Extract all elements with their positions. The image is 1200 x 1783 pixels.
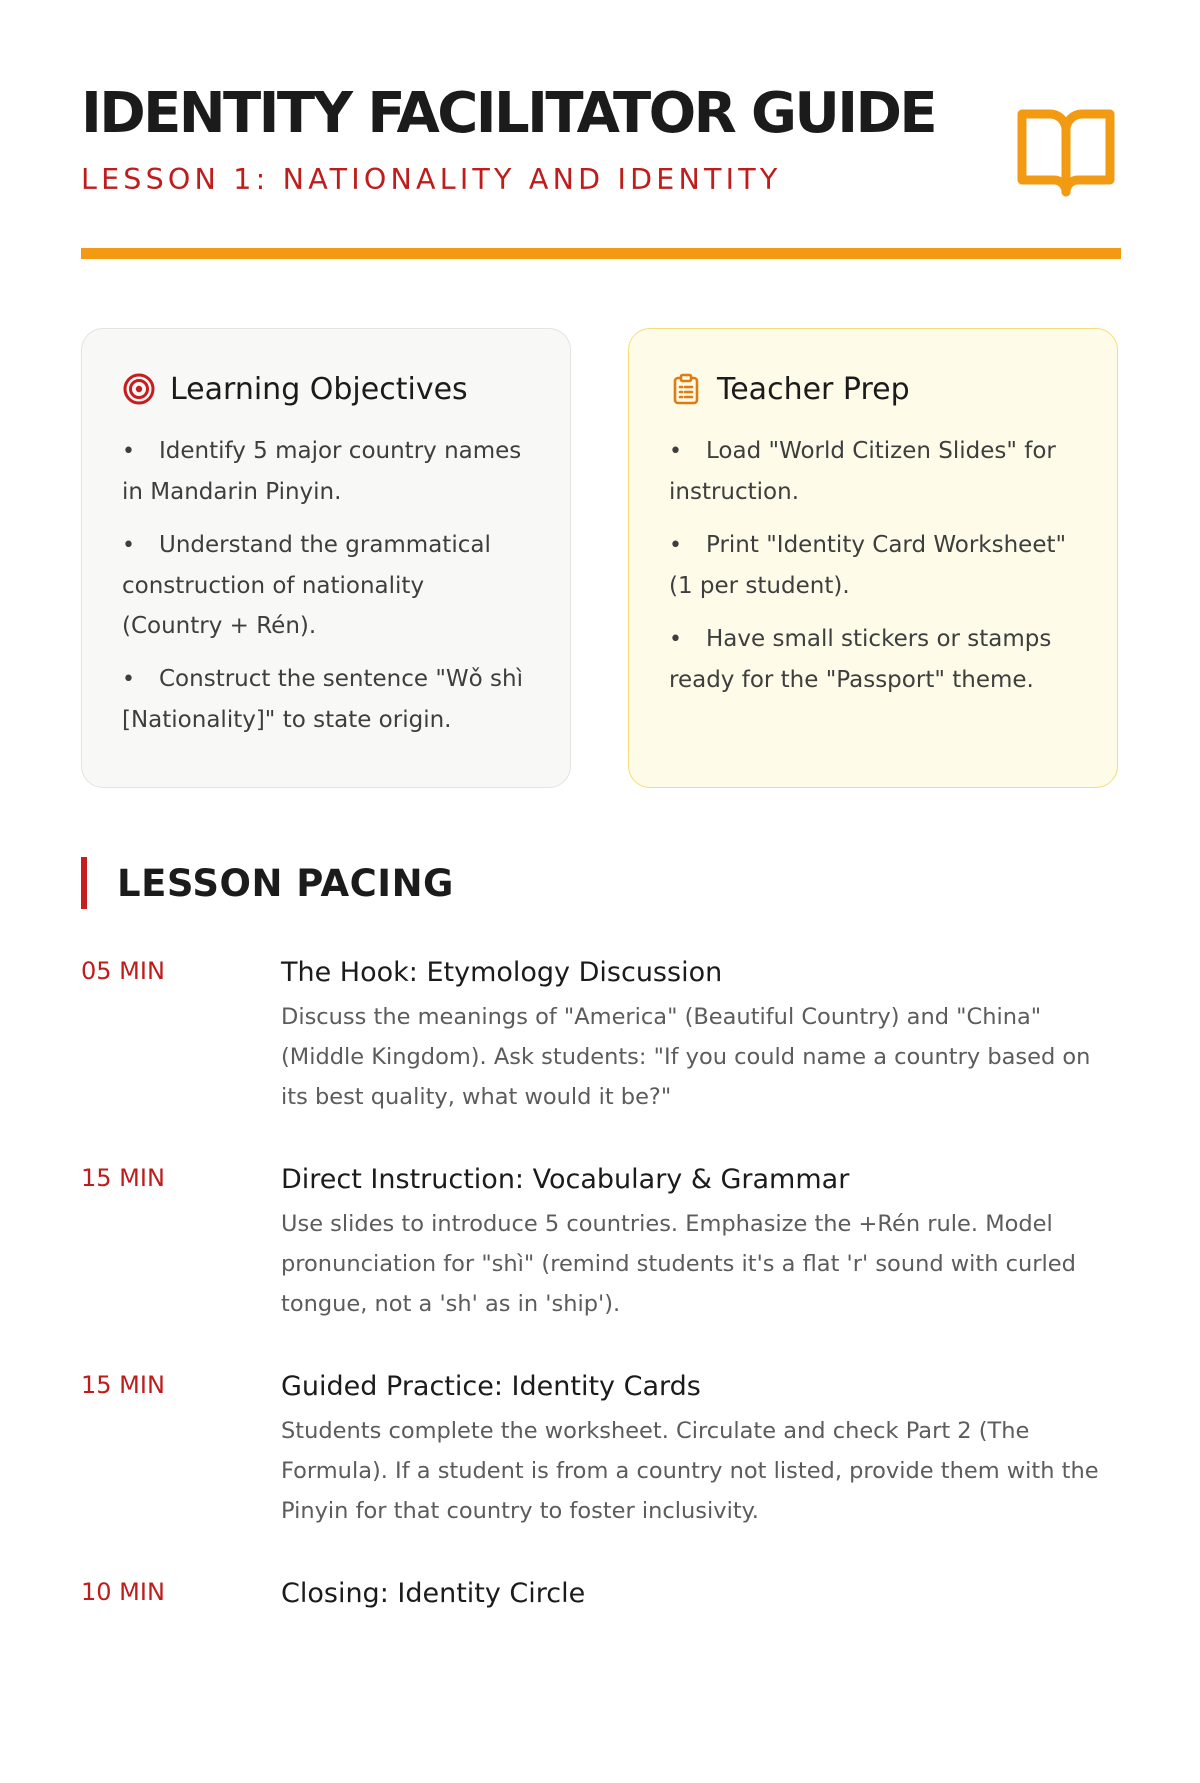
prep-text: Have small stickers or stamps ready for the "Passport" theme. xyxy=(669,626,1052,693)
list-item xyxy=(669,525,1077,606)
header-divider xyxy=(81,248,1121,259)
section-title: LESSON PACING xyxy=(117,861,454,905)
prep-title: Teacher Prep xyxy=(717,371,910,407)
objective-text: Identify 5 major country names in Mandarin Pinyin. xyxy=(122,438,522,505)
pacing-description: Discuss the meanings of "America" (Beautiful Country) and "China" (Middle Kingdom). Ask students: "If you could name a country based on its best quality, what would it be?" xyxy=(281,1004,1091,1110)
prep-text: Load "World Citizen Slides" for instruction. xyxy=(669,438,1056,505)
pacing-time: 05 MIN xyxy=(81,957,165,985)
pacing-list xyxy=(81,955,1121,1783)
pacing-time: 15 MIN xyxy=(81,1371,165,1399)
pacing-title: Closing: Identity Circle xyxy=(281,1578,586,1609)
bullet-icon: • xyxy=(122,667,135,692)
bullet-icon: • xyxy=(669,627,682,652)
pacing-description: Students complete the worksheet. Circulate and check Part 2 (The Formula). If a student is from a country not listed, provide them with the Pinyin for that country to foster inclusivity. xyxy=(281,1418,1099,1524)
pacing-title: Direct Instruction: Vocabulary & Grammar xyxy=(281,1164,850,1195)
pacing-row xyxy=(81,1576,1121,1783)
objective-text: Construct the sentence "Wǒ shì [Nationality]" to state origin. xyxy=(122,666,523,733)
clipboard-icon xyxy=(669,372,703,406)
pacing-row xyxy=(81,1369,1121,1576)
prep-text: Print "Identity Card Worksheet" (1 per student). xyxy=(669,532,1067,599)
pacing-title: Guided Practice: Identity Cards xyxy=(281,1371,701,1402)
list-item xyxy=(122,659,530,740)
objectives-header xyxy=(122,369,530,409)
pacing-body xyxy=(281,1162,1121,1324)
list-item xyxy=(122,431,530,512)
objectives-list xyxy=(122,431,530,740)
bullet-icon: • xyxy=(669,533,682,558)
prep-header xyxy=(669,369,1077,409)
section-accent-bar xyxy=(81,857,87,909)
pacing-title: The Hook: Etymology Discussion xyxy=(281,957,723,988)
page-title: IDENTITY FACILITATOR GUIDE xyxy=(81,81,936,146)
bullet-icon: • xyxy=(122,439,135,464)
pacing-description: Use slides to introduce 5 countries. Emphasize the +Rén rule. Model pronunciation for "shì" (remind students it's a flat 'r' sound with curled tongue, not a 'sh' as in 'ship'). xyxy=(281,1211,1076,1317)
bullet-icon: • xyxy=(669,439,682,464)
objectives-title: Learning Objectives xyxy=(170,371,468,407)
pacing-time: 10 MIN xyxy=(81,1578,165,1606)
prep-list xyxy=(669,431,1077,700)
pacing-time: 15 MIN xyxy=(81,1164,165,1192)
pacing-row xyxy=(81,955,1121,1162)
lesson-pacing-heading xyxy=(81,857,454,909)
book-icon xyxy=(1016,106,1116,200)
bullet-icon: • xyxy=(122,533,135,558)
pacing-body xyxy=(281,1576,1121,1618)
learning-objectives-card xyxy=(81,328,571,788)
list-item xyxy=(122,525,530,646)
teacher-prep-card xyxy=(628,328,1118,788)
pacing-row xyxy=(81,1162,1121,1369)
list-item xyxy=(669,619,1077,700)
objective-text: Understand the grammatical construction of nationality (Country + Rén). xyxy=(122,532,491,639)
target-icon xyxy=(122,372,156,406)
header xyxy=(81,78,1121,218)
pacing-body xyxy=(281,955,1121,1117)
lesson-subtitle: LESSON 1: NATIONALITY AND IDENTITY xyxy=(81,163,782,196)
list-item xyxy=(669,431,1077,512)
guide-page xyxy=(81,0,1121,1609)
pacing-body xyxy=(281,1369,1121,1531)
